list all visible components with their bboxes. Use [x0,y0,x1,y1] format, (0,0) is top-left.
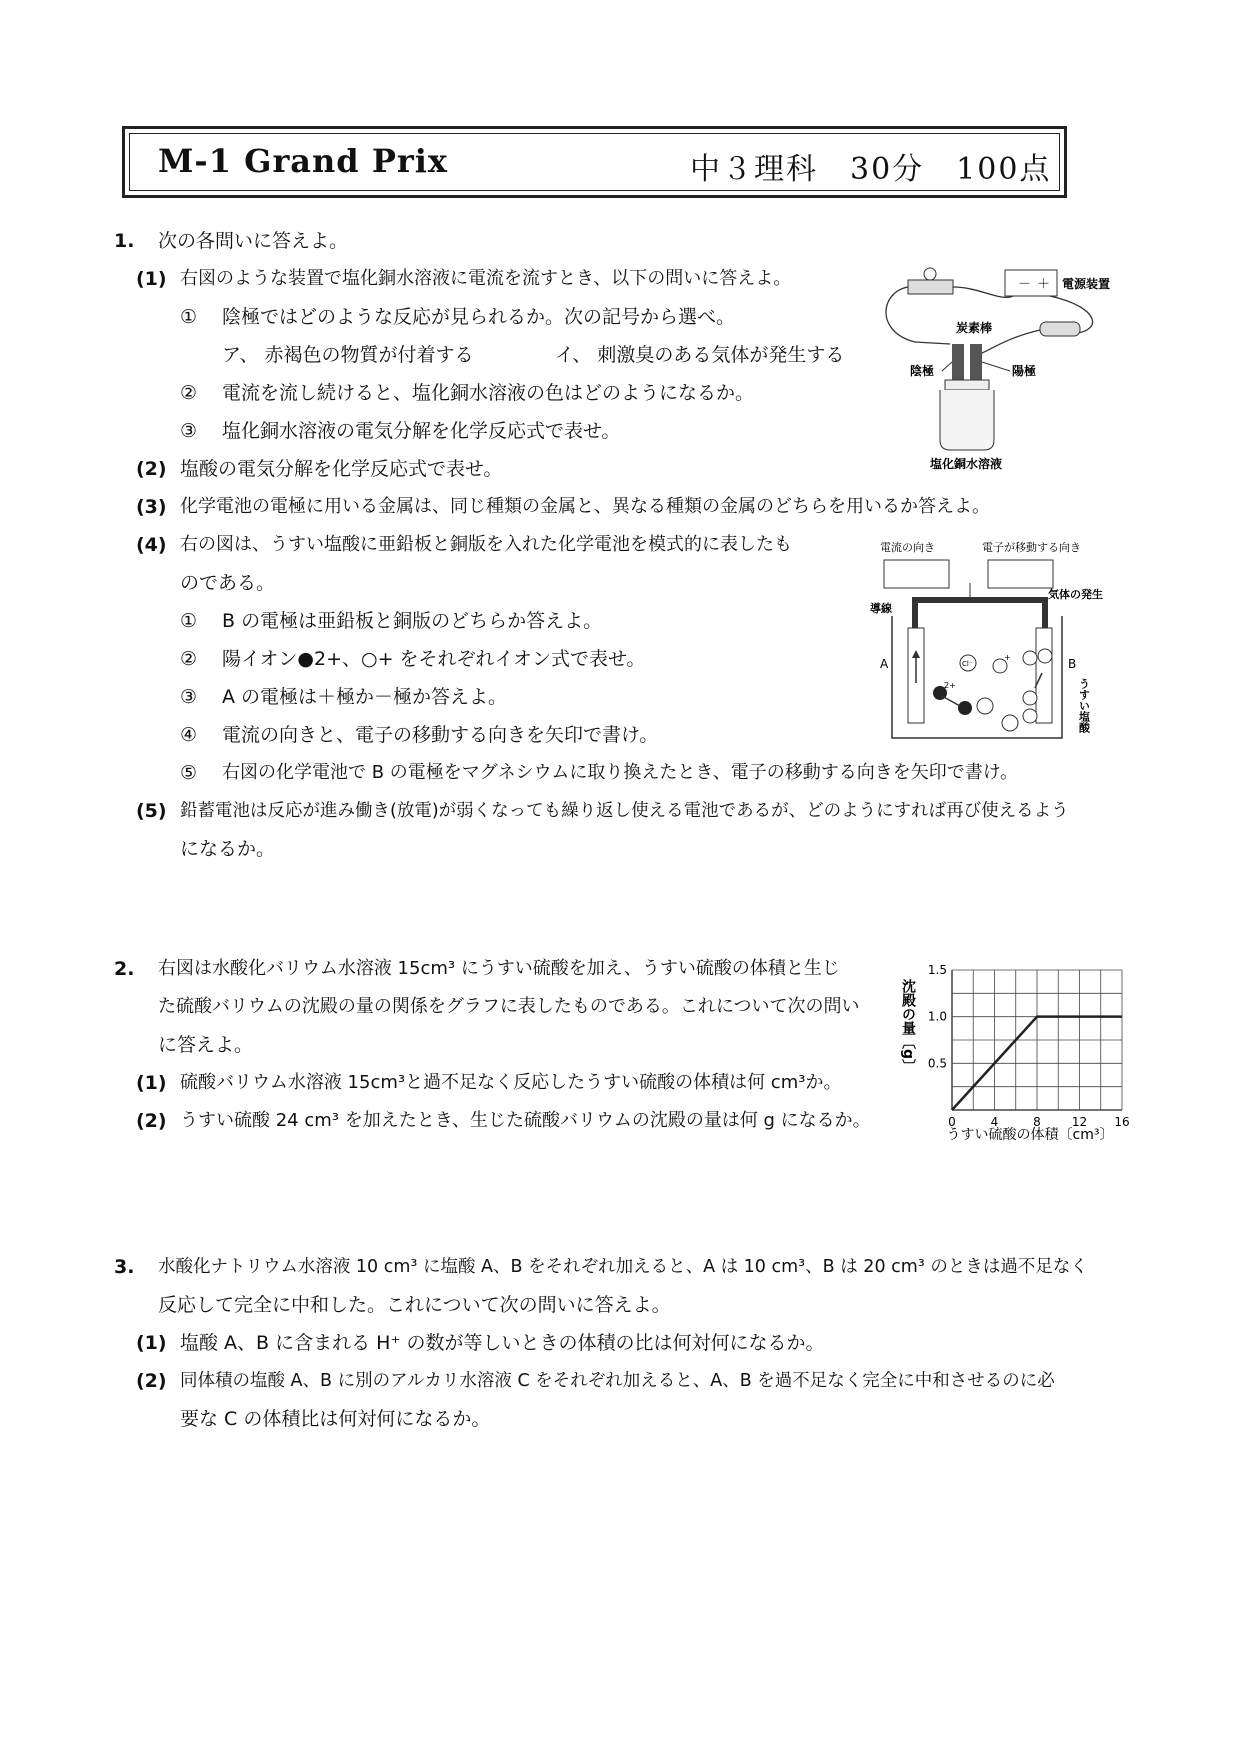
chart-ylabel: 沈殿の量〔g〕 [900,979,916,1074]
minus-terminal: － [1018,277,1032,292]
conductor-wire [915,600,1045,638]
anode-pointer [982,362,1010,371]
chart-y-tick-label: 1.5 [927,963,947,977]
brand-title: M-1 Grand Prix [158,142,448,180]
cathode-label: 陰極 [910,364,935,378]
q3-text-line2: 反応して完全に中和した。これについて次の問いに答えよ。 [158,1294,671,1316]
switch-base [908,280,953,294]
chloride-ion-2 [977,698,993,714]
electron-direction-label: 電子が移動する向き [982,541,1081,554]
q1-4-i2-text: 陽イオン●2+、○+ をそれぞれイオン式で表せ。 [222,648,646,670]
q2-text-line3: に答えよ。 [158,1034,254,1056]
q1-2-number: (2) [136,458,167,480]
q1-1-number: (1) [136,268,167,290]
q3-2-text-line2: 要な C の体積比は何対何になるか。 [180,1408,491,1430]
chloride-ion-text: Cl⁻ [962,660,973,668]
q1-stem: 次の各問いに答えよ。 [158,230,349,252]
chart-y-tick-label: 0.5 [927,1056,947,1071]
bulb-icon [924,268,936,280]
title-box [122,126,1067,198]
gas-bubble-3 [1023,691,1037,705]
q1-4-i3-text: A の電極は＋極か－極か答えよ。 [222,686,508,708]
current-direction-label: 電流の向き [880,541,935,554]
ammeter [1040,322,1080,336]
wire-left [886,287,950,344]
cathode-pointer [942,362,952,371]
q3-1-text: 塩酸 A、B に含まれる H⁺ の数が等しいときの体積の比は何対何になるか。 [180,1332,825,1354]
beaker [940,390,994,450]
q1-number: 1. [114,230,135,252]
wire-top [953,287,1013,297]
electrolysis-figure [870,262,1120,472]
q1-4-i1-mark: ① [180,610,198,632]
chart-x-tick-label: 16 [1114,1115,1130,1129]
rod-holder [945,380,989,390]
q1-4-i2-mark: ② [180,648,198,670]
q1-4-i4-mark: ④ [180,724,198,746]
q1-4-text-line2: のである。 [180,572,276,594]
solution-label: 塩化銅水溶液 [930,457,1003,471]
chart-xlabel: うすい硫酸の体積〔cm³〕 [946,1127,1114,1143]
q1-4-number: (4) [136,534,167,556]
power-supply-label: 電源装置 [1062,277,1111,291]
title-box-inner [129,133,1060,191]
electrode-b-label: B [1068,657,1077,671]
current-direction-box [884,560,949,588]
anode-label: 陽極 [1012,364,1037,378]
q3-1-number: (1) [136,1332,167,1354]
q1-1-text: 右図のような装置で塩化銅水溶液に電流を流すとき、以下の問いに答えよ。 [180,268,792,289]
q1-1-choice-a: ア、 赤褐色の物質が付着する [222,344,474,366]
gas-bubble-2 [1038,649,1052,663]
acid-label: うすい塩酸 [1077,678,1091,733]
chart-x-tick-label: 12 [1071,1115,1088,1129]
chart-grid [952,970,1122,1110]
subject-info: 中３理科 30分 100点 [690,152,1052,187]
q3-text-line1: 水酸化ナトリウム水溶液 10 cm³ に塩酸 A、B をそれぞれ加えると、A は 10 cm³、B は 20 cm³ のときは過不足なく [158,1257,1088,1277]
electrode-b [1036,628,1052,723]
q1-2-text: 塩酸の電気分解を化学反応式で表せ。 [180,458,503,480]
q1-4-i4-text: 電流の向きと、電子の移動する向きを矢印で書け。 [222,724,659,746]
chemical-cell-figure [870,538,1120,748]
q1-4-text-line1: 右の図は、うすい塩酸に亜鉛板と銅版を入れた化学電池を模式的に表したも [180,534,792,555]
q1-4-i1-text: B の電極は亜鉛板と銅版のどちらか答えよ。 [222,610,603,632]
q1-4-i3-mark: ③ [180,686,198,708]
q2-2-text: うすい硫酸 24 cm³ を加えたとき、生じた硫酸バリウムの沈殿の量は何 g になるか。 [180,1110,871,1131]
anode-rod [970,344,982,384]
chart-x-tick-label: 4 [990,1115,999,1129]
chart-x-tick-label: 0 [948,1115,956,1129]
chloride-ion-3 [1002,715,1018,731]
q2-text-line1: 右図は水酸化バリウム水溶液 15cm³ にうすい硫酸を加え、うすい硫酸の体積と生じ [158,958,840,979]
q1-3-number: (3) [136,496,167,518]
q1-1-i3-mark: ③ [180,420,198,442]
q1-4-i5-text: 右図の化学電池で B の電極をマグネシウムに取り換えたとき、電子の移動する向きを矢印で書け。 [222,762,1018,783]
hydrogen-ion-charge: + [1004,653,1011,662]
cathode-rod [952,344,964,384]
q3-number: 3. [114,1256,135,1278]
q1-5-text-line1: 鉛蓄電池は反応が進み働き(放電)が弱くなっても繰り返し使える電池であるが、どのようにすれば再び使えるよう [180,801,1069,821]
q1-1-i1-text: 陰極ではどのような反応が見られるか。次の記号から選べ。 [222,306,736,328]
q1-1-i2-text: 電流を流し続けると、塩化銅水溶液の色はどのようになるか。 [222,382,755,404]
electrode-a-label: A [880,657,889,671]
chart-y-tick-label: 1.0 [927,1009,947,1024]
q1-1-i1-mark: ① [180,306,198,328]
ion-movement-arrow [942,696,960,706]
gas-bubble-1 [1023,651,1037,665]
q1-5-number: (5) [136,800,167,822]
chart-x-tick-label: 8 [1033,1115,1041,1129]
q3-2-text-line1: 同体積の塩酸 A、B に別のアルカリ水溶液 C をそれぞれ加えると、A、B を過不足なく完全に中和させるのに必 [180,1371,1055,1391]
q1-1-i2-mark: ② [180,382,198,404]
q1-1-choice-i: イ、 刺激臭のある気体が発生する [555,344,845,366]
wire-label: 導線 [870,602,892,615]
q2-1-number: (1) [136,1072,167,1094]
q1-3-text: 化学電池の電極に用いる金属は、同じ種類の金属と、異なる種類の金属のどちらを用いるか答えよ。 [180,496,990,517]
q3-2-number: (2) [136,1370,167,1392]
zinc-ion-2 [958,701,972,715]
gas-label: 気体の発生 [1048,588,1103,601]
q2-2-number: (2) [136,1110,167,1132]
q2-text-line2: た硫酸バリウムの沈殿の量の関係をグラフに表したものである。これについて次の問い [158,996,860,1017]
q1-1-i3-text: 塩化銅水溶液の電気分解を化学反応式で表せ。 [222,420,621,442]
q1-5-text-line2: になるか。 [180,838,276,860]
q2-1-text: 硫酸バリウム水溶液 15cm³と過不足なく反応したうすい硫酸の体積は何 cm³か。 [180,1072,842,1093]
gas-bubble-4 [1023,709,1037,723]
plus-terminal: ＋ [1037,277,1051,292]
q1-4-i5-mark: ⑤ [180,762,198,784]
zinc-ion-charge: 2+ [944,681,956,690]
precipitate-chart [900,955,1140,1155]
electron-direction-box [988,560,1053,588]
q2-number: 2. [114,958,135,980]
carbon-rod-label: 炭素棒 [956,321,993,335]
